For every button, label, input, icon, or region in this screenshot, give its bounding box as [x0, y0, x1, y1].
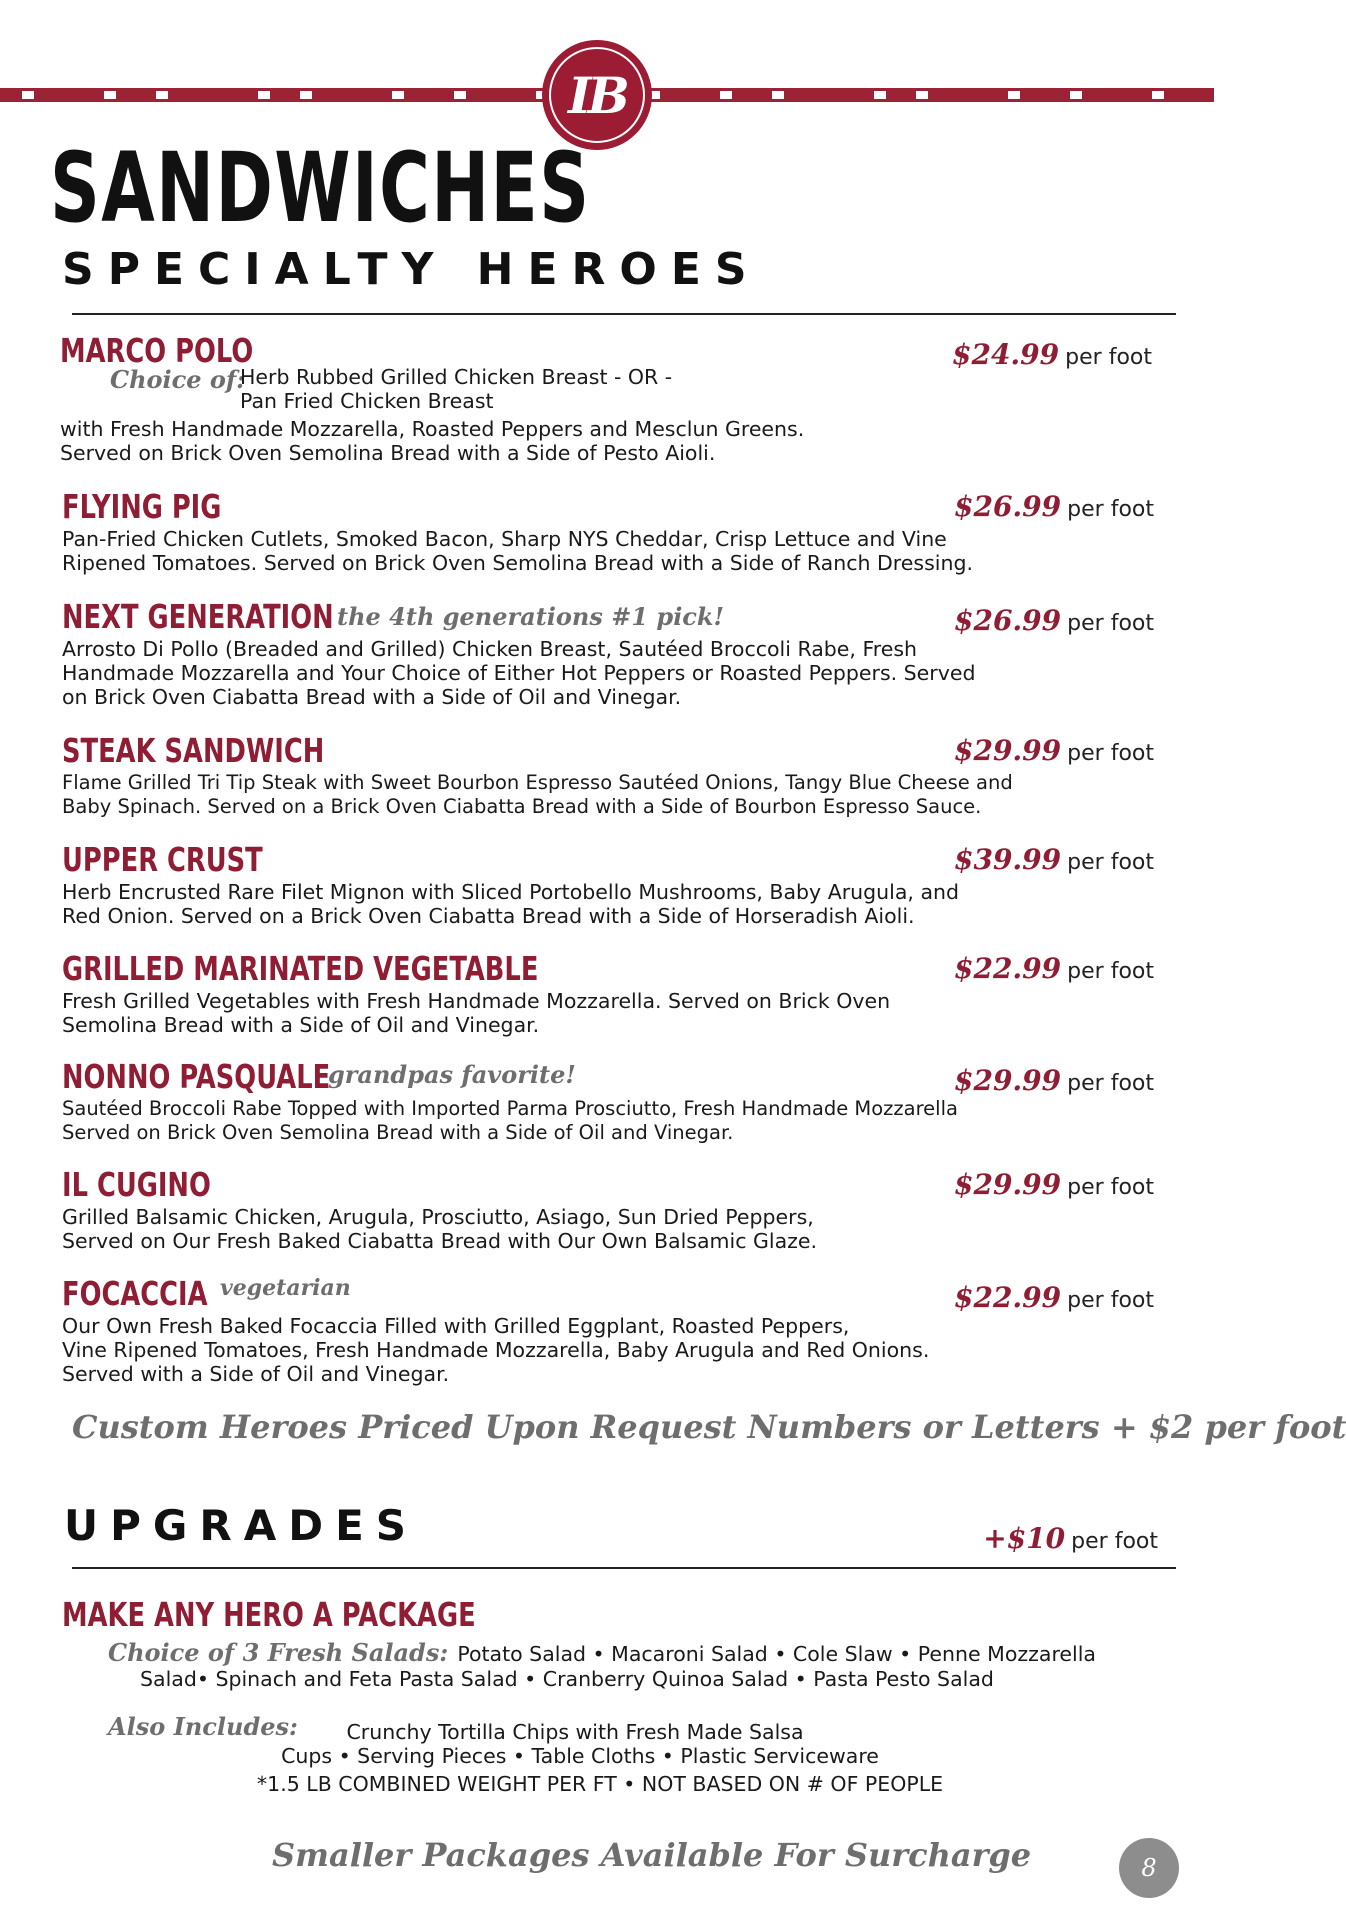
price-amount: +$10: [983, 1522, 1066, 1555]
includes-line-2: Cups • Serving Pieces • Table Cloths • Plastic Serviceware: [281, 1744, 879, 1768]
price-amount: $29.99: [953, 734, 1062, 767]
footer-note: Smaller Packages Available For Surcharge: [272, 1836, 1032, 1874]
price-unit: per foot: [1067, 850, 1154, 875]
price-amount: $26.99: [953, 604, 1062, 637]
item-name: NONNO PASQUALE: [62, 1057, 331, 1096]
item-name: UPPER CRUST: [62, 840, 263, 879]
choice-options: Herb Rubbed Grilled Chicken Breast - OR - Pan Fried Chicken Breast: [240, 365, 673, 413]
item-description: Our Own Fresh Baked Focaccia Filled with Grilled Eggplant, Roasted Peppers, Vine Ripened Tomatoes, Fresh Handmade Mozzarella, Baby Arugula and Red Onions. Served with a Side of Oil and Vinegar.: [62, 1314, 930, 1386]
price-amount: $24.99: [951, 338, 1060, 371]
item-price: [954, 490, 1154, 523]
item-description: with Fresh Handmade Mozzarella, Roasted Peppers and Mesclun Greens. Served on Brick Oven Semolina Bread with a Side of Pesto Aioli.: [60, 417, 805, 465]
package-name: MAKE ANY HERO A PACKAGE: [62, 1595, 476, 1634]
menu-item-nonno-pasquale: [62, 1057, 1172, 1145]
item-name: GRILLED MARINATED VEGETABLE: [62, 949, 539, 988]
price-unit: per foot: [1067, 497, 1154, 522]
item-description: Sautéed Broccoli Rabe Topped with Imported Parma Prosciutto, Fresh Handmade Mozzarella Served on Brick Oven Semolina Bread with a Side of Oil and Vinegar.: [62, 1097, 958, 1144]
price-amount: $22.99: [953, 1281, 1062, 1314]
section-divider: [72, 313, 1176, 315]
custom-heroes-note: Custom Heroes Priced Upon Request Numbers or Letters + $2 per foot: [72, 1408, 1346, 1446]
item-description: Grilled Balsamic Chicken, Arugula, Prosciutto, Asiago, Sun Dried Peppers, Served on Our Fresh Baked Ciabatta Bread with Our Own Balsamic Glaze.: [62, 1205, 818, 1253]
item-price: [954, 1281, 1154, 1314]
price-unit: per foot: [1067, 1175, 1154, 1200]
page-title: SANDWICHES: [50, 132, 591, 244]
menu-item-grilled-marinated-vegetable: [62, 949, 1172, 1037]
item-name: MARCO POLO: [60, 331, 254, 370]
item-description: Arrosto Di Pollo (Breaded and Grilled) Chicken Breast, Sautéed Broccoli Rabe, Fresh Handmade Mozzarella and Your Choice of Either Hot Peppers or Roasted Peppers. Served on Brick Oven Ciabatta Bread with a Side of Oil and Vinegar.: [62, 637, 976, 709]
menu-item-marco-polo: [60, 331, 1170, 465]
price-amount: $39.99: [953, 843, 1062, 876]
item-price: [954, 1168, 1154, 1201]
includes-line-1: Crunchy Tortilla Chips with Fresh Made Salsa: [346, 1720, 804, 1744]
item-name: FOCACCIA: [62, 1274, 208, 1313]
choice-label: Choice of:: [110, 365, 246, 394]
menu-item-next-generation: [62, 597, 1172, 709]
price-unit: per foot: [1067, 959, 1154, 984]
price-unit: per foot: [1067, 611, 1154, 636]
item-tag: grandpas favorite!: [328, 1060, 576, 1089]
weight-note: *1.5 LB COMBINED WEIGHT PER FT • NOT BASED ON # OF PEOPLE: [256, 1772, 944, 1796]
includes-label: Also Includes:: [108, 1712, 298, 1741]
price-unit: per foot: [1067, 741, 1154, 766]
price-unit: per foot: [1065, 345, 1152, 370]
item-price: [954, 734, 1154, 767]
logo-text: IB: [568, 65, 626, 125]
price-amount: $26.99: [953, 490, 1062, 523]
menu-item-flying-pig: [62, 487, 1172, 575]
upgrades-heading: UPGRADES: [64, 1501, 419, 1550]
item-description: Pan-Fried Chicken Cutlets, Smoked Bacon, Sharp NYS Cheddar, Crisp Lettuce and Vine Ripened Tomatoes. Served on Brick Oven Semolina Bread with a Side of Ranch Dressing.: [62, 527, 973, 575]
item-tag: the 4th generations #1 pick!: [337, 602, 725, 631]
section-subtitle: SPECIALTY HEROES: [62, 244, 761, 295]
item-description: Fresh Grilled Vegetables with Fresh Handmade Mozzarella. Served on Brick Oven Semolina Bread with a Side of Oil and Vinegar.: [62, 989, 891, 1037]
upgrades-divider: [72, 1567, 1176, 1569]
menu-item-upper-crust: [62, 840, 1172, 928]
item-name: NEXT GENERATION: [62, 597, 334, 636]
menu-item-focaccia: [62, 1274, 1172, 1386]
price-amount: $22.99: [953, 952, 1062, 985]
price-amount: $29.99: [953, 1168, 1062, 1201]
item-description: Flame Grilled Tri Tip Steak with Sweet Bourbon Espresso Sautéed Onions, Tangy Blue Cheese and Baby Spinach. Served on a Brick Oven Ciabatta Bread with a Side of Bourbon Espresso Sauce.: [62, 771, 1013, 818]
price-unit: per foot: [1067, 1288, 1154, 1313]
menu-item-steak-sandwich: [62, 731, 1172, 819]
page-number: 8: [1119, 1838, 1179, 1898]
item-price: [954, 952, 1154, 985]
item-description: Herb Encrusted Rare Filet Mignon with Sliced Portobello Mushrooms, Baby Arugula, and Red Onion. Served on a Brick Oven Ciabatta Bread with a Side of Horseradish Aioli.: [62, 880, 960, 928]
price-unit: per foot: [1067, 1071, 1154, 1096]
item-name: FLYING PIG: [62, 487, 222, 526]
item-price: [954, 1064, 1154, 1097]
item-price: [954, 843, 1154, 876]
salads-line-1: Potato Salad • Macaroni Salad • Cole Slaw • Penne Mozzarella: [457, 1642, 1096, 1666]
item-tag: vegetarian: [220, 1275, 351, 1301]
price-unit: per foot: [1071, 1529, 1158, 1554]
price-amount: $29.99: [953, 1064, 1062, 1097]
package-title-wrap: [62, 1595, 592, 1634]
item-name: STEAK SANDWICH: [62, 731, 325, 770]
item-price: [954, 604, 1154, 637]
item-name: IL CUGINO: [62, 1165, 211, 1204]
salads-block: [108, 1638, 1178, 1691]
menu-item-il-cugino: [62, 1165, 1172, 1253]
salads-line-2: Salad• Spinach and Feta Pasta Salad • Cranberry Quinoa Salad • Pasta Pesto Salad: [140, 1667, 994, 1691]
salads-label: Choice of 3 Fresh Salads:: [108, 1638, 449, 1667]
upgrades-price: [983, 1522, 1158, 1555]
